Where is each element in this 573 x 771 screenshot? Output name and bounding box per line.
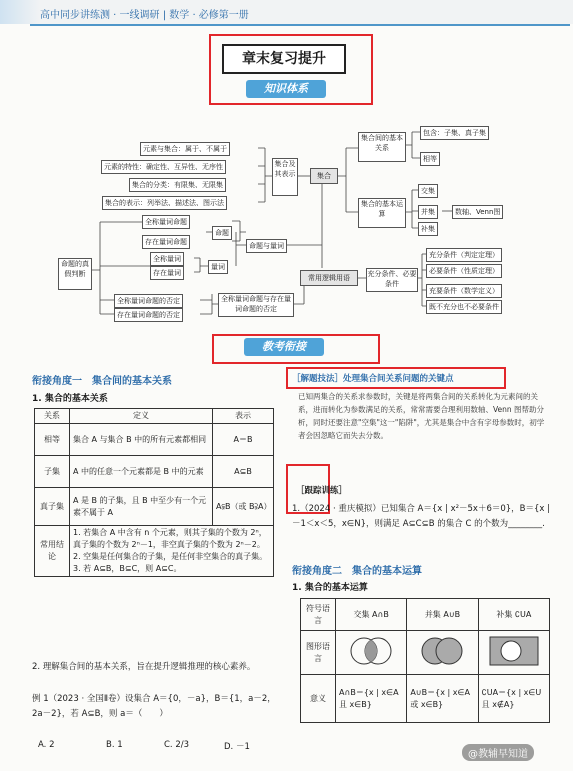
relations-table bbox=[34, 408, 274, 577]
operations-table bbox=[300, 598, 550, 723]
mm-equal: 相等 bbox=[420, 152, 440, 166]
meaning-union: A∪B＝{x | x∈A 或 x∈B} bbox=[407, 675, 478, 723]
mm-universal-prop: 全称量词命题 bbox=[142, 215, 190, 229]
banner-knowledge-system: 知识体系 bbox=[246, 80, 326, 98]
mm-subset: 包含：子集、真子集 bbox=[420, 126, 489, 140]
mm-elem-property: 元素的特性：确定性、互异性、无序性 bbox=[101, 160, 226, 174]
choice-b: B. 1 bbox=[106, 740, 123, 750]
table-row-label: 相等 bbox=[35, 424, 70, 456]
mm-elem-membership: 元素与集合：属于、不属于 bbox=[140, 142, 230, 156]
mm-set-and-representation: 集合及其表示 bbox=[272, 158, 298, 196]
section1-subtitle: 1. 集合的基本关系 bbox=[32, 394, 108, 404]
choice-a: A. 2 bbox=[38, 740, 55, 750]
conclusion-3: 3. 若 A⊆B，B⊆C，则 A⊆C。 bbox=[73, 564, 182, 573]
choice-c: C. 2/3 bbox=[164, 740, 190, 750]
conclusion-1: 1. 若集合 A 中含有 n 个元素，则其子集的个数为 2ⁿ，真子集的个数为 2ⁿ－1，非空真子集的个数为 2ⁿ－2。 bbox=[73, 528, 267, 549]
common-conclusion-label: 常用结论 bbox=[35, 526, 70, 577]
ops-row-symbol: 符号语言 bbox=[301, 599, 336, 631]
tips-text: 已知两集合的关系求参数时，关键是将两集合间的关系转化为元素间的关系，进而转化为参数满足的关系，常常需要合理利用数轴、Venn 图帮助分析，同时还要注意"空集"这一"陷阱"，尤其是集合中含有字母参数时，初学者会因忽略它而失去分数。 bbox=[298, 392, 545, 440]
mm-negation-group: 全称量词命题与存在量词命题的否定 bbox=[218, 293, 294, 317]
mm-cond-iff: 充要条件（数学定义） bbox=[426, 284, 502, 298]
ops-row-meaning: 意义 bbox=[301, 675, 336, 723]
mm-prop-and-quantifier: 命题与量词 bbox=[246, 239, 287, 253]
section2-subtitle: 1. 集合的基本运算 bbox=[292, 583, 368, 593]
ops-head-union: 并集 A∪B bbox=[407, 599, 478, 631]
mm-existential-quantifier: 存在量词 bbox=[150, 266, 184, 280]
ops-head-intersection: 交集 A∩B bbox=[336, 599, 407, 631]
th-relation: 关系 bbox=[35, 409, 70, 424]
conclusion-2: 2. 空集是任何集合的子集，是任何非空集合的真子集。 bbox=[73, 552, 268, 561]
mm-basic-relations: 集合间的基本关系 bbox=[358, 132, 406, 162]
th-definition: 定义 bbox=[70, 409, 213, 424]
mm-quantifier: 量词 bbox=[208, 260, 228, 274]
meaning-complement: ∁UA＝{x | x∈U 且 x∉A} bbox=[478, 675, 549, 723]
ops-head-complement: 补集 ∁UA bbox=[478, 599, 549, 631]
train-question: 1.（2024 · 重庆模拟）已知集合 A＝{x | x²－5x＋6＝0}，B＝{x | －1＜x＜5，x∈N}，则满足 A⊆C⊆B 的集合 C 的个数为________. bbox=[292, 504, 551, 529]
table-row-label: 子集 bbox=[35, 456, 70, 488]
header-text: 高中同步讲练测 · 一线调研 | 数学 · 必修第一册 bbox=[40, 10, 249, 21]
meaning-intersection: A∩B＝{x | x∈A 且 x∈B} bbox=[336, 675, 407, 723]
tips-label: ［解题技法］处理集合间关系问题的关键点 bbox=[292, 374, 454, 384]
mm-number-line-venn: 数轴、Venn图 bbox=[452, 205, 503, 219]
section2-title: 衔接角度二 集合的基本运算 bbox=[292, 566, 422, 577]
mm-intersection: 交集 bbox=[418, 184, 438, 198]
table-row-note: A⊆B bbox=[213, 456, 274, 488]
mm-universal-quantifier: 全称量词 bbox=[150, 252, 184, 266]
train-label: ［跟踪训练］ bbox=[296, 486, 348, 496]
watermark: @教辅早知道 bbox=[462, 744, 534, 761]
table-row-note: A⫋B（或 B⫌A） bbox=[213, 488, 274, 526]
choice-d: D. －1 bbox=[224, 742, 250, 752]
mm-neg-universal: 全称量词命题的否定 bbox=[114, 294, 183, 308]
venn-complement bbox=[478, 631, 549, 675]
mm-existential-prop: 存在量词命题 bbox=[142, 235, 190, 249]
venn-union bbox=[407, 631, 478, 675]
chapter-title: 章末复习提升 bbox=[222, 44, 346, 74]
banner-teaching-link: 教考衔接 bbox=[244, 338, 324, 356]
mm-conditions: 充分条件、必要条件 bbox=[366, 268, 418, 292]
mm-set-representation: 集合的表示：列举法、描述法、图示法 bbox=[102, 196, 227, 210]
section1-title: 衔接角度一 集合间的基本关系 bbox=[32, 376, 172, 387]
mm-truth-judgement: 命题的真假判断 bbox=[58, 258, 92, 290]
table-row-note: A＝B bbox=[213, 424, 274, 456]
mm-cond-sufficient: 充分条件（判定定理） bbox=[426, 248, 502, 262]
th-notation: 表示 bbox=[213, 409, 274, 424]
mm-union: 并集 bbox=[418, 205, 438, 219]
mm-proposition: 命题 bbox=[212, 226, 232, 240]
ops-row-graphic: 图形语言 bbox=[301, 631, 336, 675]
table-row-def: 集合 A 与集合 B 中的所有元素都相同 bbox=[70, 424, 213, 456]
table-row-label: 真子集 bbox=[35, 488, 70, 526]
mm-neg-existential: 存在量词命题的否定 bbox=[114, 308, 183, 322]
mm-cond-necessary: 必要条件（性质定理） bbox=[426, 264, 502, 278]
mm-complement: 补集 bbox=[418, 222, 438, 236]
table-row-def: A 中的任意一个元素都是 B 中的元素 bbox=[70, 456, 213, 488]
venn-intersection bbox=[336, 631, 407, 675]
mm-set-classification: 集合的分类：有限集、无限集 bbox=[129, 178, 226, 192]
table-row-def: A 是 B 的子集，且 B 中至少有一个元素不属于 A bbox=[70, 488, 213, 526]
mm-cond-neither: 既不充分也不必要条件 bbox=[426, 300, 502, 314]
mm-common-logic: 常用逻辑用语 bbox=[300, 270, 358, 286]
example-1: 例 1（2023 · 全国Ⅱ卷）设集合 A＝{0，－a}，B＝{1，a－2，2a－2}，若 A⊆B，则 a＝（ ） bbox=[32, 694, 276, 719]
paragraph-2: 2. 理解集合间的基本关系，旨在提升逻辑推理的核心素养。 bbox=[32, 662, 256, 672]
mm-basic-operations: 集合的基本运算 bbox=[358, 198, 406, 228]
mm-center-set: 集合 bbox=[310, 168, 338, 184]
